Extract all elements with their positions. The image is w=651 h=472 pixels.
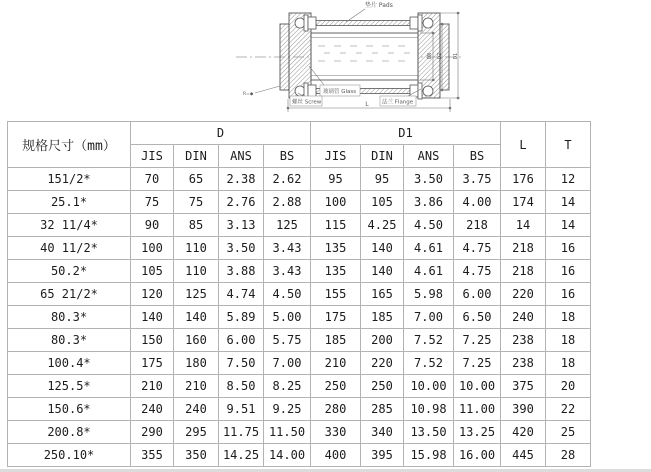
spec-cell: 65 21/2* bbox=[8, 283, 131, 306]
value-cell: 13.25 bbox=[454, 421, 501, 444]
pads-leader-line bbox=[346, 9, 365, 22]
glass-label: 玻璃管 Glass bbox=[323, 89, 357, 95]
value-cell: 238 bbox=[501, 329, 546, 352]
value-cell: 240 bbox=[131, 398, 174, 421]
value-cell: 115 bbox=[311, 214, 361, 237]
table-row bbox=[8, 352, 591, 375]
value-cell: 85 bbox=[174, 214, 219, 237]
value-cell: 90 bbox=[131, 214, 174, 237]
value-cell: 3.50 bbox=[219, 237, 264, 260]
flange-label: 法兰 Flange bbox=[382, 99, 414, 106]
value-cell: 8.25 bbox=[264, 375, 311, 398]
table-row bbox=[8, 444, 591, 467]
value-cell: 6.00 bbox=[219, 329, 264, 352]
value-cell: 16 bbox=[546, 237, 591, 260]
table-row bbox=[8, 398, 591, 421]
spec-cell: 100.4* bbox=[8, 352, 131, 375]
spec-cell: 150.6* bbox=[8, 398, 131, 421]
standard-header: BS bbox=[264, 145, 311, 168]
value-cell: 185 bbox=[311, 329, 361, 352]
value-cell: 14.00 bbox=[264, 444, 311, 467]
value-cell: 7.52 bbox=[404, 329, 454, 352]
value-cell: 95 bbox=[361, 168, 404, 191]
spec-cell: 80.3* bbox=[8, 306, 131, 329]
value-cell: 174 bbox=[501, 191, 546, 214]
value-cell: 16.00 bbox=[454, 444, 501, 467]
standard-header: ANS bbox=[219, 145, 264, 168]
value-cell: 6.00 bbox=[454, 283, 501, 306]
value-cell: 9.51 bbox=[219, 398, 264, 421]
spec-table bbox=[7, 121, 591, 467]
value-cell: 8.50 bbox=[219, 375, 264, 398]
value-cell: 3.86 bbox=[404, 191, 454, 214]
value-cell: 175 bbox=[131, 352, 174, 375]
spec-cell: 80.3* bbox=[8, 329, 131, 352]
value-cell: 218 bbox=[454, 214, 501, 237]
value-cell: 290 bbox=[131, 421, 174, 444]
value-cell: 2.76 bbox=[219, 191, 264, 214]
value-cell: 13.50 bbox=[404, 421, 454, 444]
value-cell: 5.89 bbox=[219, 306, 264, 329]
value-cell: 238 bbox=[501, 352, 546, 375]
table-row bbox=[8, 191, 591, 214]
value-cell: 100 bbox=[131, 237, 174, 260]
value-cell: 3.88 bbox=[219, 260, 264, 283]
value-cell: 155 bbox=[311, 283, 361, 306]
value-cell: 10.00 bbox=[404, 375, 454, 398]
spec-cell: 151/2* bbox=[8, 168, 131, 191]
value-cell: 7.00 bbox=[264, 352, 311, 375]
value-cell: 340 bbox=[361, 421, 404, 444]
d1-dimension-label: D1 bbox=[453, 52, 459, 60]
value-cell: 285 bbox=[361, 398, 404, 421]
value-cell: 4.00 bbox=[454, 191, 501, 214]
value-cell: 14 bbox=[546, 191, 591, 214]
value-cell: 140 bbox=[361, 237, 404, 260]
value-cell: 7.52 bbox=[404, 352, 454, 375]
standard-header: DIN bbox=[174, 145, 219, 168]
value-cell: 11.50 bbox=[264, 421, 311, 444]
value-cell: 105 bbox=[131, 260, 174, 283]
value-cell: 100 bbox=[311, 191, 361, 214]
value-cell: 7.25 bbox=[454, 352, 501, 375]
standard-header: BS bbox=[454, 145, 501, 168]
value-cell: 210 bbox=[131, 375, 174, 398]
value-cell: 150 bbox=[131, 329, 174, 352]
value-cell: 28 bbox=[546, 444, 591, 467]
value-cell: 18 bbox=[546, 306, 591, 329]
table-row bbox=[8, 283, 591, 306]
d1-group-header: D1 bbox=[311, 122, 501, 145]
value-cell: 18 bbox=[546, 329, 591, 352]
d2-dimension-label: D2 bbox=[437, 52, 443, 60]
value-cell: 420 bbox=[501, 421, 546, 444]
table-row bbox=[8, 214, 591, 237]
pads-label: 垫片 Pads bbox=[365, 2, 393, 9]
value-cell: 240 bbox=[174, 398, 219, 421]
value-cell: 5.98 bbox=[404, 283, 454, 306]
right-flange bbox=[418, 13, 449, 98]
value-cell: 4.75 bbox=[454, 260, 501, 283]
spec-cell: 25.1* bbox=[8, 191, 131, 214]
sight-glass-drawing bbox=[228, 0, 470, 118]
spec-table-body bbox=[8, 168, 591, 467]
value-cell: 65 bbox=[174, 168, 219, 191]
value-cell: 10.00 bbox=[454, 375, 501, 398]
value-cell: 11.00 bbox=[454, 398, 501, 421]
value-cell: 11.75 bbox=[219, 421, 264, 444]
value-cell: 330 bbox=[311, 421, 361, 444]
value-cell: 110 bbox=[174, 260, 219, 283]
value-cell: 140 bbox=[174, 306, 219, 329]
value-cell: 218 bbox=[501, 237, 546, 260]
value-cell: 400 bbox=[311, 444, 361, 467]
corner-note-label: R=◆ bbox=[243, 92, 254, 97]
value-cell: 75 bbox=[131, 191, 174, 214]
value-cell: 14 bbox=[546, 214, 591, 237]
value-cell: 280 bbox=[311, 398, 361, 421]
value-cell: 180 bbox=[174, 352, 219, 375]
standard-header: JIS bbox=[311, 145, 361, 168]
value-cell: 70 bbox=[131, 168, 174, 191]
spec-cell: 50.2* bbox=[8, 260, 131, 283]
value-cell: 2.88 bbox=[264, 191, 311, 214]
value-cell: 2.62 bbox=[264, 168, 311, 191]
value-cell: 75 bbox=[174, 191, 219, 214]
value-cell: 7.50 bbox=[219, 352, 264, 375]
value-cell: 350 bbox=[174, 444, 219, 467]
spec-cell: 200.8* bbox=[8, 421, 131, 444]
value-cell: 25 bbox=[546, 421, 591, 444]
value-cell: 7.00 bbox=[404, 306, 454, 329]
value-cell: 120 bbox=[131, 283, 174, 306]
value-cell: 5.75 bbox=[264, 329, 311, 352]
value-cell: 218 bbox=[501, 260, 546, 283]
value-cell: 10.98 bbox=[404, 398, 454, 421]
value-cell: 4.50 bbox=[264, 283, 311, 306]
value-cell: 3.75 bbox=[454, 168, 501, 191]
l-column-header: L bbox=[501, 122, 546, 168]
value-cell: 135 bbox=[311, 237, 361, 260]
value-cell: 105 bbox=[361, 191, 404, 214]
value-cell: 4.75 bbox=[454, 237, 501, 260]
screw-label: 螺丝 Screw bbox=[292, 99, 322, 106]
value-cell: 4.61 bbox=[404, 237, 454, 260]
value-cell: 5.00 bbox=[264, 306, 311, 329]
value-cell: 6.50 bbox=[454, 306, 501, 329]
value-cell: 4.25 bbox=[361, 214, 404, 237]
value-cell: 7.25 bbox=[454, 329, 501, 352]
value-cell: 295 bbox=[174, 421, 219, 444]
spec-column-header: 规格尺寸（mm） bbox=[8, 122, 131, 168]
value-cell: 165 bbox=[361, 283, 404, 306]
value-cell: 2.38 bbox=[219, 168, 264, 191]
value-cell: 9.25 bbox=[264, 398, 311, 421]
value-cell: 200 bbox=[361, 329, 404, 352]
value-cell: 3.50 bbox=[404, 168, 454, 191]
value-cell: 14.25 bbox=[219, 444, 264, 467]
standard-header: ANS bbox=[404, 145, 454, 168]
spec-cell: 125.5* bbox=[8, 375, 131, 398]
spec-cell: 40 11/2* bbox=[8, 237, 131, 260]
value-cell: 14 bbox=[501, 214, 546, 237]
value-cell: 4.74 bbox=[219, 283, 264, 306]
value-cell: 22 bbox=[546, 398, 591, 421]
value-cell: 18 bbox=[546, 352, 591, 375]
table-row bbox=[8, 421, 591, 444]
corner-note-leader-line bbox=[255, 86, 280, 93]
spec-cell: 250.10* bbox=[8, 444, 131, 467]
value-cell: 375 bbox=[501, 375, 546, 398]
value-cell: 125 bbox=[174, 283, 219, 306]
value-cell: 125 bbox=[264, 214, 311, 237]
value-cell: 140 bbox=[361, 260, 404, 283]
value-cell: 175 bbox=[311, 306, 361, 329]
glass-tube bbox=[311, 33, 418, 80]
value-cell: 4.50 bbox=[404, 214, 454, 237]
value-cell: 250 bbox=[361, 375, 404, 398]
value-cell: 220 bbox=[361, 352, 404, 375]
table-row bbox=[8, 237, 591, 260]
value-cell: 210 bbox=[311, 352, 361, 375]
value-cell: 355 bbox=[131, 444, 174, 467]
value-cell: 220 bbox=[501, 283, 546, 306]
table-row bbox=[8, 375, 591, 398]
l-dimension-label: L bbox=[365, 101, 369, 108]
table-row bbox=[8, 306, 591, 329]
standard-header: DIN bbox=[361, 145, 404, 168]
table-row bbox=[8, 168, 591, 191]
value-cell: 95 bbox=[311, 168, 361, 191]
value-cell: 16 bbox=[546, 260, 591, 283]
value-cell: 210 bbox=[174, 375, 219, 398]
dn-dimension-label: DN bbox=[427, 52, 433, 60]
value-cell: 12 bbox=[546, 168, 591, 191]
value-cell: 240 bbox=[501, 306, 546, 329]
value-cell: 160 bbox=[174, 329, 219, 352]
value-cell: 4.61 bbox=[404, 260, 454, 283]
value-cell: 395 bbox=[361, 444, 404, 467]
value-cell: 110 bbox=[174, 237, 219, 260]
d-group-header: D bbox=[131, 122, 311, 145]
value-cell: 135 bbox=[311, 260, 361, 283]
value-cell: 390 bbox=[501, 398, 546, 421]
table-row bbox=[8, 260, 591, 283]
sight-glass-diagram bbox=[228, 0, 470, 118]
header-row-groups bbox=[8, 122, 591, 145]
table-row bbox=[8, 329, 591, 352]
value-cell: 185 bbox=[361, 306, 404, 329]
top-bolt bbox=[304, 15, 422, 31]
value-cell: 3.43 bbox=[264, 260, 311, 283]
spec-cell: 32 11/4* bbox=[8, 214, 131, 237]
value-cell: 3.13 bbox=[219, 214, 264, 237]
value-cell: 3.43 bbox=[264, 237, 311, 260]
value-cell: 20 bbox=[546, 375, 591, 398]
value-cell: 15.98 bbox=[404, 444, 454, 467]
standard-header: JIS bbox=[131, 145, 174, 168]
value-cell: 16 bbox=[546, 283, 591, 306]
t-column-header: T bbox=[546, 122, 591, 168]
value-cell: 176 bbox=[501, 168, 546, 191]
value-cell: 140 bbox=[131, 306, 174, 329]
value-cell: 250 bbox=[311, 375, 361, 398]
value-cell: 445 bbox=[501, 444, 546, 467]
